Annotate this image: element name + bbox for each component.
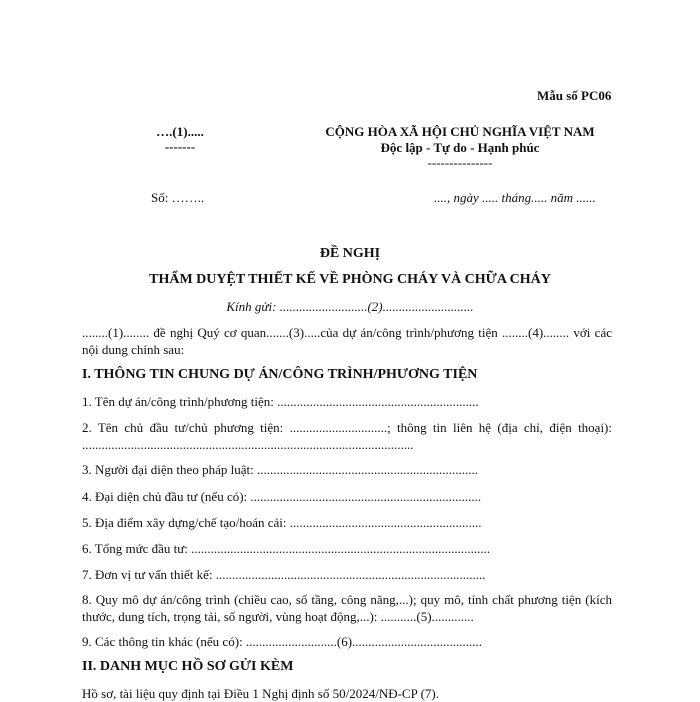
agency-divider: ------- xyxy=(164,139,196,154)
intro-paragraph: ........(1)........ đề nghị Quý cơ quan.......(3).....của dự án/công trình/phương tiện ........(4)........ với các nội dung chính sau: xyxy=(82,325,612,357)
section-2-title: II. DANH MỤC HỒ SƠ GỬI KÈM xyxy=(82,659,294,674)
item-2: 2. Tên chủ đầu tư/chủ phương tiện: ..............................; thông tin liên hệ (địa chỉ, điện thoại): ...................................................................................................... xyxy=(82,420,612,452)
national-title: CỘNG HÒA XÃ HỘI CHỦ NGHĨA VIỆT NAM xyxy=(325,124,595,139)
item-9: 9. Các thông tin khác (nếu có): ............................(6)........................................ xyxy=(82,634,483,649)
item-5: 5. Địa điểm xây dựng/chế tạo/hoán cải: ........................................................... xyxy=(82,515,482,530)
document-date: ...., ngày ..... tháng..... năm ...... xyxy=(434,190,596,205)
section-2-text: Hồ sơ, tài liệu quy định tại Điều 1 Nghị định số 50/2024/NĐ-CP (7). xyxy=(82,686,440,701)
national-motto: Độc lập - Tự do - Hạnh phúc xyxy=(380,140,540,155)
document-title: ĐỀ NGHỊ xyxy=(319,246,381,261)
recipient-line: Kính gửi: ...........................(2)............................ xyxy=(226,299,474,314)
document-number: Số: …….. xyxy=(151,190,205,205)
document-subtitle: THẨM DUYỆT THIẾT KẾ VỀ PHÒNG CHÁY VÀ CHỮA CHÁY xyxy=(149,272,551,287)
item-4: 4. Đại diện chủ đầu tư (nếu có): ....................................................................... xyxy=(82,489,482,504)
section-1-title: I. THÔNG TIN CHUNG DỰ ÁN/CÔNG TRÌNH/PHƯƠNG TIỆN xyxy=(82,367,478,382)
item-7: 7. Đơn vị tư vấn thiết kế: ................................................................................... xyxy=(82,567,486,582)
item-3: 3. Người đại diện theo pháp luật: .................................................................... xyxy=(82,462,478,477)
form-code: Mẫu số PC06 xyxy=(537,88,612,103)
motto-divider: --------------- xyxy=(427,155,493,170)
item-8: 8. Quy mô dự án/công trình (chiều cao, số tầng, công năng,...); quy mô, tính chất phương tiện (kích thước, dung tích, trọng tải, số người, vùng hoạt động,...): ...........(5)............. xyxy=(82,592,612,624)
item-1: 1. Tên dự án/công trình/phương tiện: .............................................................. xyxy=(82,394,479,409)
agency-placeholder: ….(1)..... xyxy=(156,124,204,139)
item-6: 6. Tổng mức đầu tư: ............................................................................................ xyxy=(82,541,491,556)
